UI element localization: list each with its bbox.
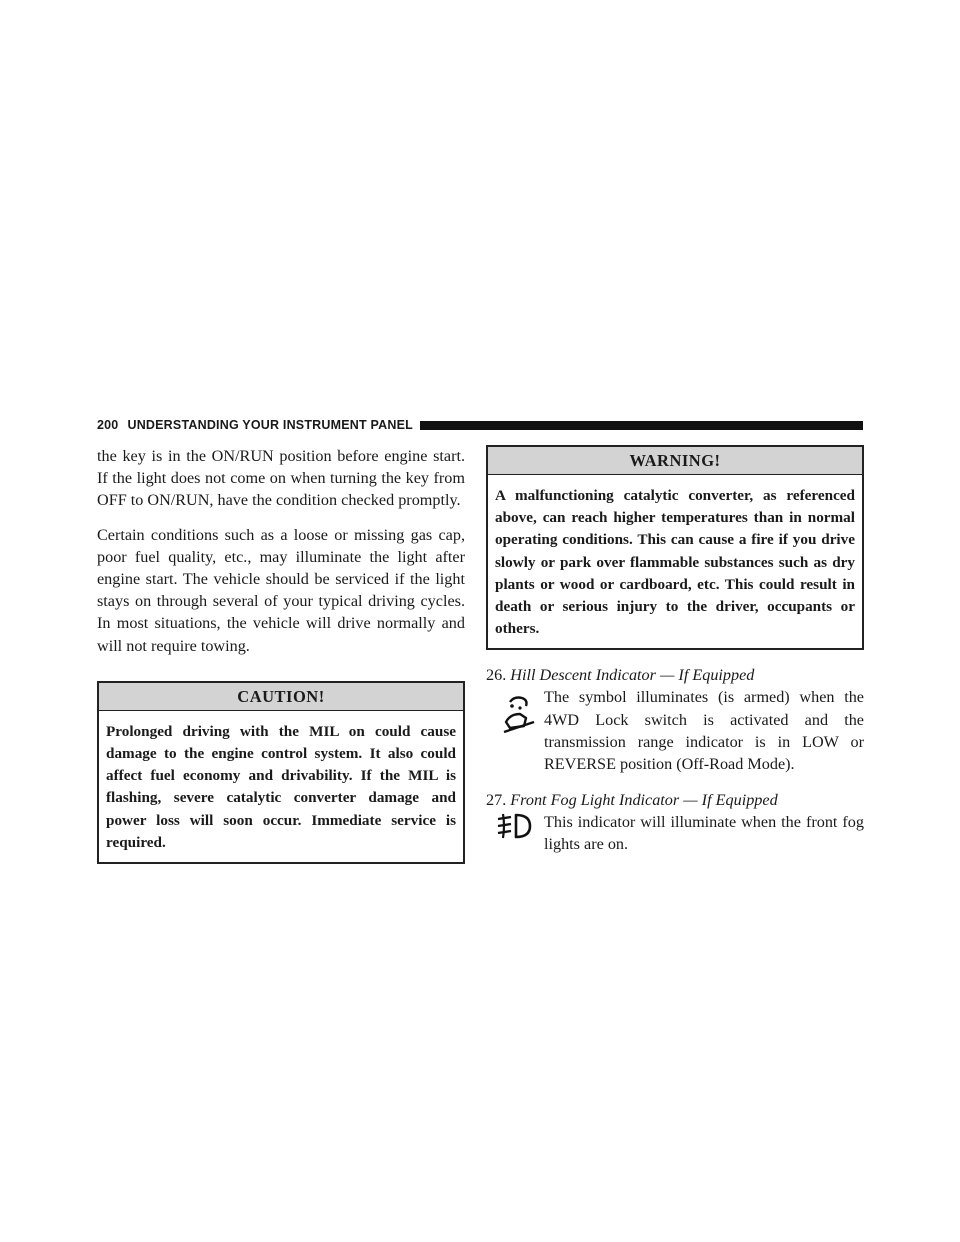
warning-heading: WARNING! — [488, 447, 862, 475]
indicator-item-hill-descent — [486, 664, 864, 775]
item-text: The symbol illuminates (is armed) when the 4WD Lock switch is activated and the transmission range indicator is in LOW or REVERSE position (Off-Road Mode). — [544, 688, 864, 774]
caution-text: Prolonged driving with the MIL on could cause damage to the engine control system. It also could affect fuel economy and drivability. If the MIL is flashing, severe catalytic converter damage and power loss will soon occur. Immediate service is required. — [99, 711, 463, 862]
caution-box — [97, 681, 465, 864]
page-number: 200 — [97, 418, 119, 432]
header-rule — [420, 421, 863, 430]
section-title: UNDERSTANDING YOUR INSTRUMENT PANEL — [127, 418, 413, 432]
front-fog-light-icon — [494, 811, 536, 841]
paragraph: Certain conditions such as a loose or missing gas cap, poor fuel quality, etc., may illuminate the light after engine start. The vehicle should be serviced if the light stays on through several of your typical driving cycles. In most situations, the vehicle will drive normally and will not require towing. — [97, 525, 465, 655]
item-title: 26. Hill Descent Indicator — If Equipped — [486, 666, 755, 685]
right-column — [486, 445, 864, 856]
hill-descent-icon — [500, 692, 540, 736]
paragraph: the key is in the ON/RUN position before engine start. If the light does not come on when turning the key from OFF to ON/RUN, have the condition checked promptly. — [97, 447, 465, 510]
warning-box — [486, 445, 864, 650]
page-header — [97, 417, 863, 433]
item-text: This indicator will illuminate when the front fog lights are on. — [544, 813, 864, 854]
warning-text: A malfunctioning catalytic converter, as referenced above, can reach higher temperatures than in normal operating conditions. This can cause a fire if you drive slowly or park over flammable substances such as dry plants or wood or cardboard, etc. This could result in death or serious injury to the driver, occupants or others. — [488, 475, 862, 648]
indicator-item-front-fog — [486, 789, 864, 855]
item-title: 27. Front Fog Light Indicator — If Equipped — [486, 791, 778, 810]
left-column — [97, 445, 465, 864]
caution-heading: CAUTION! — [99, 683, 463, 711]
